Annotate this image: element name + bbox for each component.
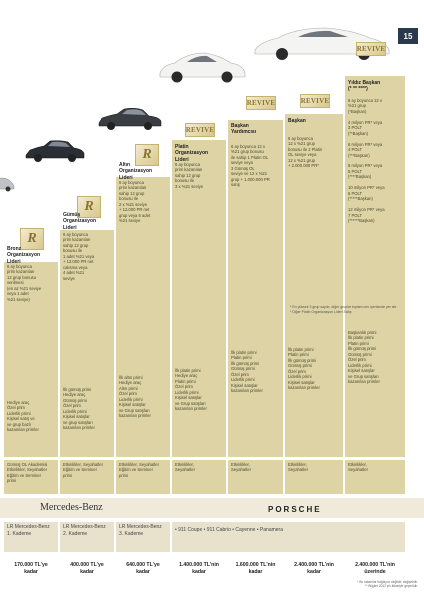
column-requirements-star-president: 6 ay boyunca 12 x %21 grup (*Başkan) 4 milyon PR* veya 3 POLT (**Başkan) 6 milyon PR* veya 4 POLT (***Başkan) 8 milyon PR* veya 5 POLT (****Başkan) 10 milyon PR* veya 6 POLT (*****Başkan) 12 milyon PR* veya 7 POLT (******Başkan) bbox=[348, 98, 385, 223]
events-cell-bronze: Gümüş OL Akademisi Etkinlikler, Seyahatler Eğitim ve Seminer primi bbox=[4, 460, 58, 494]
car-image-silver bbox=[24, 137, 86, 163]
column-requirements-president: 6 ay boyunca 12 x %21 grup bonusu ile 2 Platin OL seviye veya 12 x %21 grup + 2.000.000 PR* bbox=[288, 136, 323, 169]
events-cell-vice-president: Etkinlikler, Seyahatler bbox=[228, 460, 283, 494]
bottom-note: * Bu rakamlar bağlayıcı değildir, değişebilir. ** Bilgiler 2013 yılı itibariyle geçerlidir. bbox=[357, 580, 418, 589]
events-divider bbox=[4, 458, 405, 459]
page-number: 15 bbox=[398, 28, 418, 44]
mercedes-level-1: LR Mercedes-Benz 1. Kademe bbox=[4, 522, 58, 552]
benefits-cell-star-president: Başkanlık primi İlk platin primi Platin primi İlk gümüş primi Gümüş primi Özel prim Liderlik primi Kişisel satışlar ve Grup satışları kazanılan primler bbox=[348, 330, 380, 385]
requirements-footnote: * En yüksek 3 grup sayılır, diğer gruplar toplam ciro içerisinde yer alır * Diğer Platin Organizasyon Lideri Satış bbox=[290, 305, 397, 314]
column-title-platinum: Platin Organizasyon Lideri bbox=[175, 144, 209, 163]
benefits-cell-gold: İlk altın primi Hediye araç Altın primi Özel prim Liderlik primi Kişisel satışlar ve Grup satışları kazanılan primler bbox=[119, 375, 151, 419]
column-requirements-platinum: 6 ay boyunca prim kazanılan sahip 12 grup bonusu ile 3 x %21 seviye bbox=[175, 162, 204, 189]
column-requirements-gold: 6 ay boyunca prim kazanılan sahip 12 grup bonusu ile 2 x %21 seviye + 12.000 PR net grup veya 6 adet %21 seviye bbox=[119, 180, 151, 224]
column-title-president: Başkan bbox=[288, 118, 306, 124]
threshold-president: 2.400.000 TL'nin kadar bbox=[294, 562, 334, 575]
benefits-cell-vice-president: İlk platin primi Platin primi İlk gümüş primi Gümüş primi Özel prim Liderlik primi Kişisel satışlar kazanılan primler bbox=[231, 350, 263, 394]
events-cell-star-president: Etkinlikler, Seyahatler bbox=[345, 460, 405, 494]
column-title-gold: Altın Organizasyon Lideri bbox=[119, 162, 153, 181]
r-logo-badge-gold: R bbox=[135, 144, 159, 166]
mercedes-level-3: LR Mercedes-Benz 3. Kademe bbox=[116, 522, 170, 552]
car-image-gold bbox=[97, 105, 163, 131]
revive-badge-president: REVIVE bbox=[300, 94, 330, 108]
column-title-star-president: Yıldız Başkan (* ** ****) bbox=[348, 80, 381, 93]
porsche-models: • 911 Coupe • 911 Cabrio • Cayenne • Panamera bbox=[175, 527, 283, 533]
events-cell-gold: Etkinlikler, Seyahatler Eğitim ve Seminer primi bbox=[116, 460, 170, 494]
threshold-platinum: 1.400.000 TL'nin kadar bbox=[179, 562, 219, 575]
column-requirements-bronze: 6 ay boyunca prim kazanılan 12 grup bonusu verilmesi (en az %21 seviye veya 1 adet %21 seviye) bbox=[7, 264, 42, 302]
threshold-silver: 400.000 TL'ye kadar bbox=[70, 562, 104, 575]
column-title-vice-president: Başkan Yardımcısı bbox=[231, 123, 257, 136]
benefits-cell-bronze: Hediye araç Özel prim Liderlik primi Kişisel satış ve ve grup bazlı kazanılan primler bbox=[7, 400, 39, 433]
events-cell-platinum: Etkinlikler, Seyahatler bbox=[172, 460, 226, 494]
threshold-vice-president: 1.600.000 TL'nin kadar bbox=[235, 562, 276, 575]
threshold-gold: 640.000 TL'ye kadar bbox=[126, 562, 160, 575]
mercedes-benz-logo: Mercedes-Benz bbox=[40, 502, 103, 513]
mercedes-level-2: LR Mercedes-Benz 2. Kademe bbox=[60, 522, 114, 552]
revive-badge-star-president: REVIVE bbox=[356, 42, 386, 56]
events-cell-silver: Etkinlikler, Seyahatler Eğitim ve Seminer primi bbox=[60, 460, 114, 494]
revive-badge-platinum: REVIVE bbox=[185, 123, 215, 137]
revive-badge-vice-president: REVIVE bbox=[246, 96, 276, 110]
car-image-platinum bbox=[157, 47, 247, 83]
column-requirements-vice-president: 6 ay boyunca 12 x %21 grup bonusu ile sahip 1 Platin OL seviye veya 3 Gümüş OL seviye ve 12 x %21 grup + 1.000.000 PR satış bbox=[231, 144, 270, 188]
threshold-star-president: 2.400.000 TL'nin üzerinde bbox=[355, 562, 395, 575]
column-title-bronze: Bronz Organizasyon Lideri bbox=[7, 246, 41, 265]
threshold-bronze: 170.000 TL'ye kadar bbox=[14, 562, 48, 575]
column-title-silver: Gümüş Organizasyon Lideri bbox=[63, 212, 97, 231]
benefits-cell-platinum: İlk platin primi Hediye araç Platin primi Özel prim Liderlik primi Kişisel satışlar ve Grup satışları kazanılan primler bbox=[175, 368, 207, 412]
r-logo-badge-bronze: R bbox=[20, 228, 44, 250]
column-requirements-silver: 6 ay boyunca prim kazanılan sahip 12 grup bonusu ile 1 adet %21 veya + 12.000 PR net calısma veya 4 adet %21 seviye bbox=[63, 232, 95, 281]
car-image-bronze bbox=[0, 172, 16, 192]
porsche-logo: PORSCHE bbox=[268, 505, 322, 514]
r-logo-badge-silver: R bbox=[77, 196, 101, 218]
benefits-cell-president: İlk platin primi Platin primi İlk gümüş primi Gümüş primi Özel prim Liderlik primi Kişisel satışlar kazanılan primler bbox=[288, 347, 320, 391]
benefits-cell-silver: İlk gümüş primi Hediye araç Gümüş primi Özel prim Liderlik primi Kişisel satışlar ve grup satışları kazanılan primler bbox=[63, 387, 95, 431]
events-cell-president: Etkinlikler, Seyahatler bbox=[285, 460, 343, 494]
